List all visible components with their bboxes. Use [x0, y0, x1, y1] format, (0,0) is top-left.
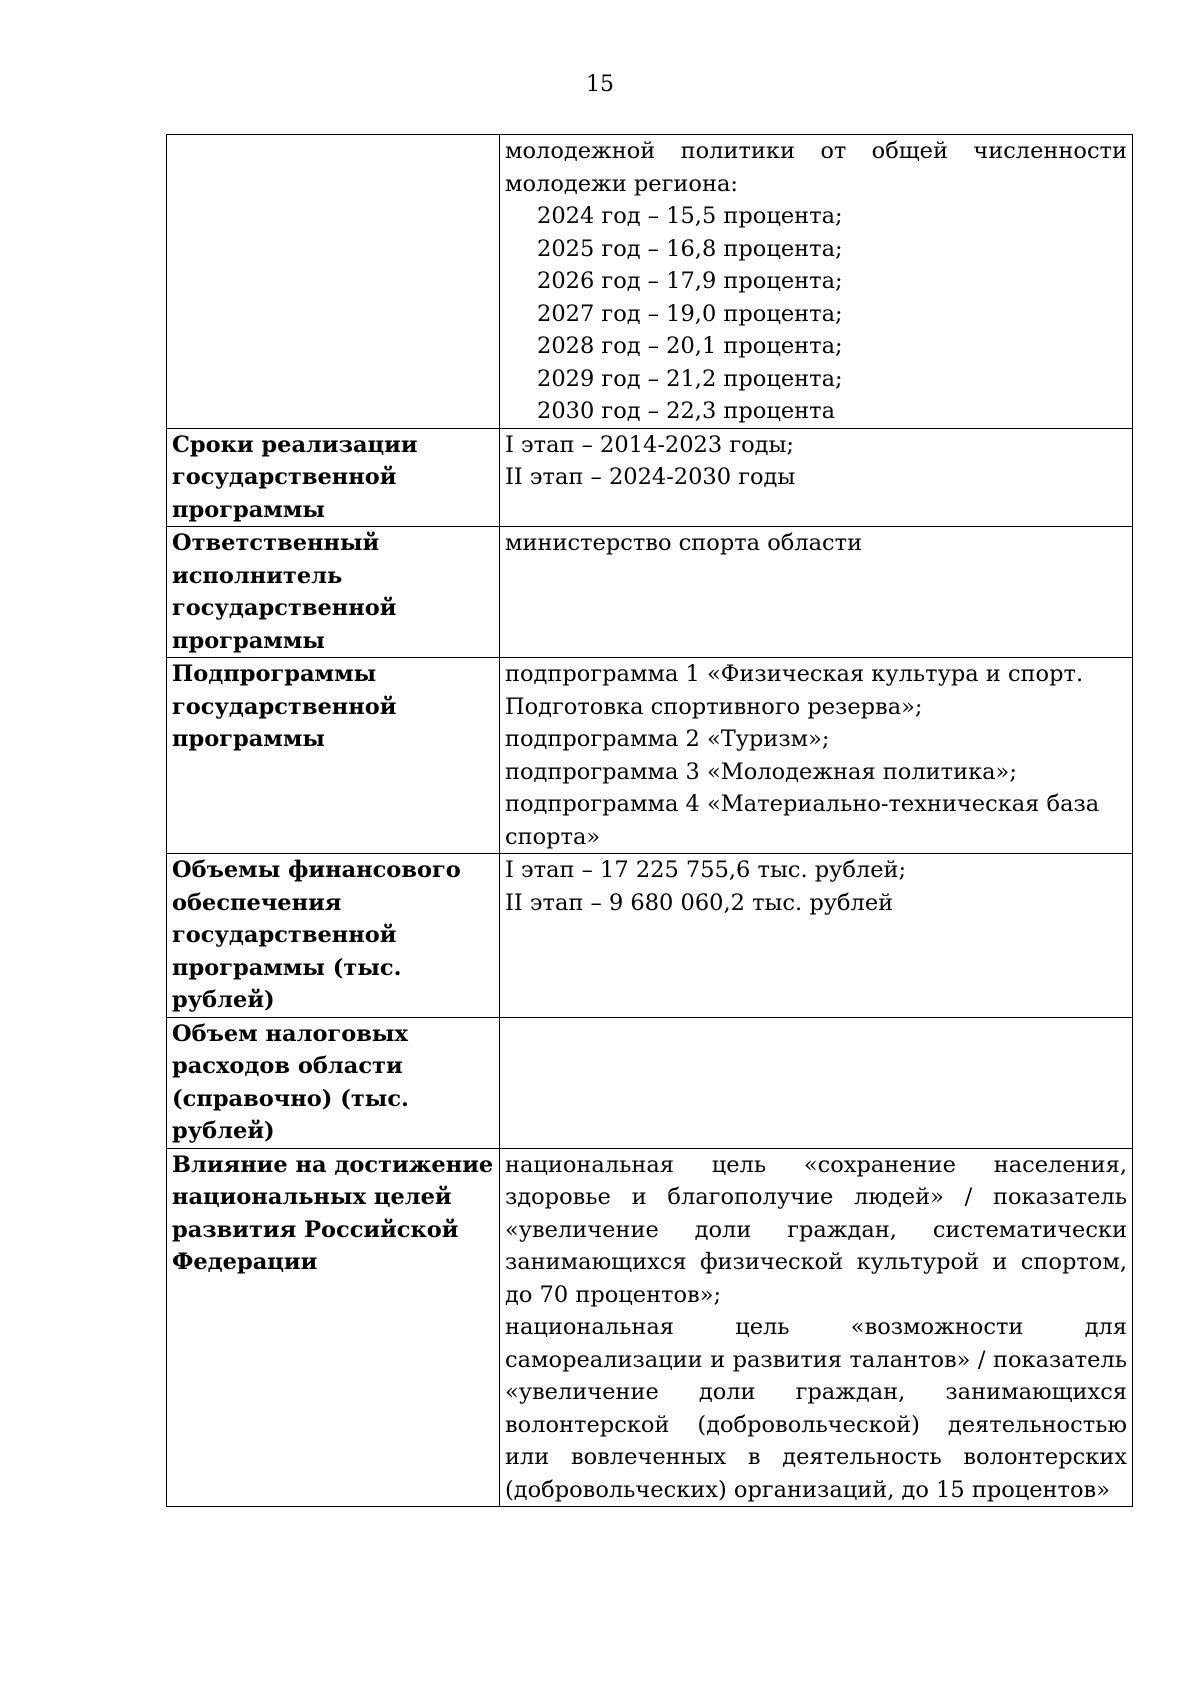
year-target: 2028 год – 20,1 процента;: [537, 333, 843, 359]
year-target: 2025 год – 16,8 процента;: [537, 235, 843, 262]
value-line: министерство спорта области: [505, 530, 863, 556]
subprogram-item: подпрограмма 1 «Физическая культура и спорт. Подготовка спортивного резерва»;: [505, 661, 1084, 720]
value-line: II этап – 2024-2030 годы: [505, 464, 796, 490]
table-row: [167, 527, 1133, 658]
row-value-subprograms: [500, 658, 1133, 854]
value-line: I этап – 2014-2023 годы;: [505, 431, 795, 458]
national-goal-paragraph: национальная цель «возможности для самореализации и развития талантов» / показатель «увеличение доли граждан, занимающихся волонтерской (добровольческой) деятельностью или вовлеченных в деятельность волонтерских (добровольческих) организаций, до 15 процентов»: [505, 1314, 1127, 1503]
row-value-youth-share: [500, 135, 1133, 429]
year-target: 2024 год – 15,5 процента;: [537, 203, 843, 229]
row-label-subprograms: Подпрограммы государственной программы: [167, 658, 500, 854]
year-target: 2027 год – 19,0 процента;: [537, 300, 843, 327]
row-value-financing: [500, 854, 1133, 1018]
row-label-tax-expenses: Объем налоговых расходов области (справочно) (тыс. рублей): [167, 1017, 500, 1148]
row-value-national-goals: [500, 1148, 1133, 1507]
year-target: 2029 год – 21,2 процента;: [537, 365, 843, 392]
row-value-tax-expenses: [500, 1017, 1133, 1148]
row-label-financing: Объемы финансового обеспечения государственной программы (тыс. рублей): [167, 854, 500, 1018]
program-passport-table: [166, 134, 1133, 1507]
table-row: [167, 135, 1133, 429]
year-target: 2030 год – 22,3 процента: [537, 398, 835, 424]
table-row: [167, 1017, 1133, 1148]
table-row: [167, 1148, 1133, 1507]
row-label-national-goals: Влияние на достижение национальных целей развития Российской Федерации: [167, 1148, 500, 1507]
row-value-terms: [500, 428, 1133, 527]
year-target: 2026 год – 17,9 процента;: [537, 268, 843, 294]
row-label-executor: Ответственный исполнитель государственной программы: [167, 527, 500, 658]
national-goal-paragraph: национальная цель «сохранение населения, здоровье и благополучие людей» / показатель «увеличение доли граждан, систематически занимающихся физической культурой и спортом, до 70 процентов»;: [505, 1151, 1127, 1308]
subprogram-item: подпрограмма 4 «Материально-техническая база спорта»: [505, 791, 1100, 850]
row-value-executor: [500, 527, 1133, 658]
value-line: I этап – 17 225 755,6 тыс. рублей;: [505, 857, 907, 883]
row-label-terms: Сроки реализации государственной программы: [167, 428, 500, 527]
row-label: [167, 135, 500, 429]
page-number: 15: [586, 72, 614, 97]
table-row: [167, 658, 1133, 854]
value-line: II этап – 9 680 060,2 тыс. рублей: [505, 889, 894, 916]
value-line: молодежной политики от общей численности: [505, 138, 1127, 164]
subprogram-item: подпрограмма 3 «Молодежная политика»;: [505, 758, 1017, 785]
table-row: [167, 854, 1133, 1018]
table-row: [167, 428, 1133, 527]
subprogram-item: подпрограмма 2 «Туризм»;: [505, 726, 830, 752]
value-line: молодежи региона:: [505, 170, 738, 197]
